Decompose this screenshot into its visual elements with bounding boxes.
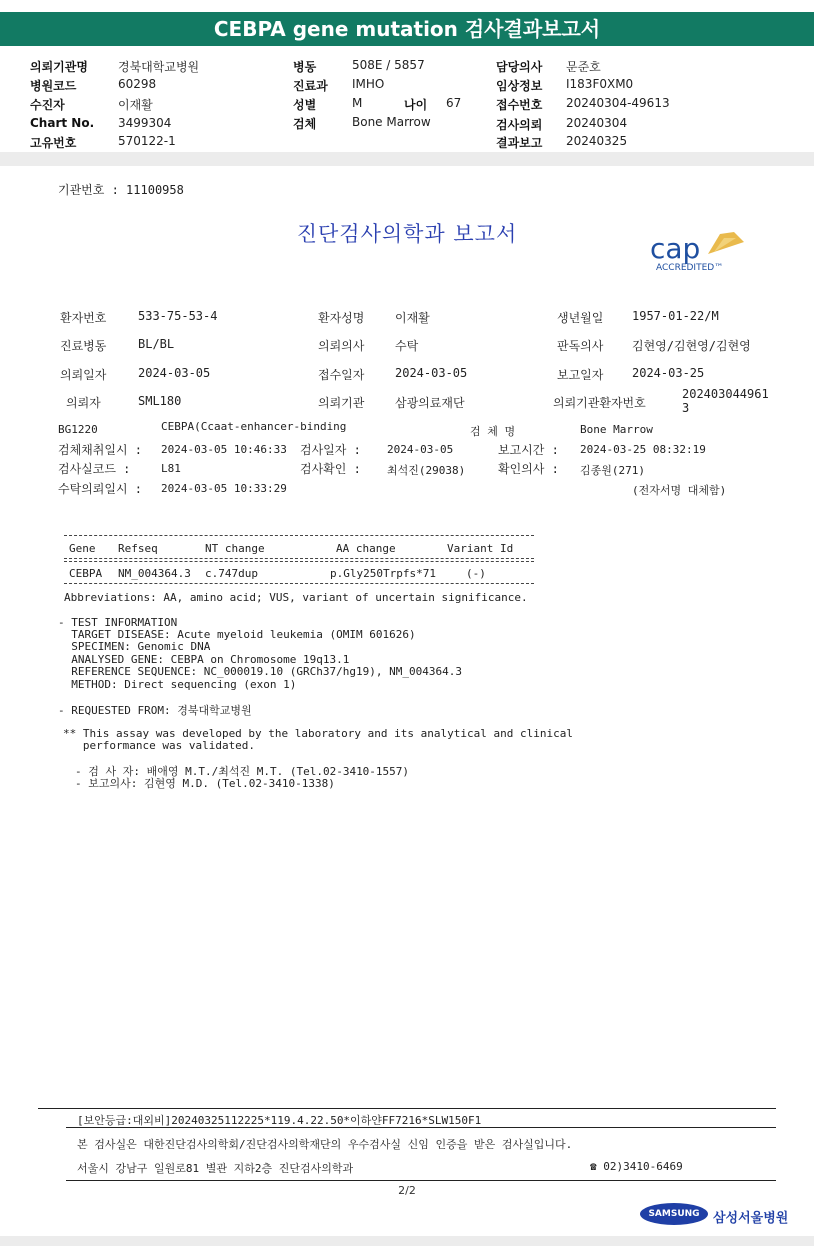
- header-label: 성별: [293, 98, 317, 112]
- table-header: Gene: [69, 542, 96, 555]
- header-label: 의뢰기관명: [30, 60, 88, 74]
- test-value: 2024-03-05: [387, 443, 454, 456]
- table-header: AA change: [336, 542, 396, 555]
- cap-accredited-logo: [648, 228, 758, 274]
- address-text: 서울시 강남구 일원로81 별관 지하2층 진단검사의학과: [77, 1162, 354, 1175]
- header-label: 진료과: [293, 79, 328, 93]
- header-value: Bone Marrow: [352, 115, 431, 129]
- test-value: L81: [161, 462, 181, 475]
- test-label: 확인의사 :: [498, 462, 559, 476]
- test-code: BG1220: [58, 423, 98, 436]
- table-header: Variant Id: [447, 542, 514, 555]
- header-label: 결과보고: [496, 136, 543, 150]
- table-cell: NM_004364.3: [118, 567, 191, 580]
- table-cell: p.Gly250Trpfs*71: [330, 567, 436, 580]
- section-separator: [0, 152, 814, 166]
- assay-note: performance was validated.: [63, 739, 256, 752]
- security-line: [보안등급:대외비]20240325112225*119.4.22.50*이하얀FF7216*SLW150F1: [77, 1114, 482, 1127]
- staff-line: - 보고의사: 김현영 M.D. (Tel.02-3410-1338): [75, 777, 335, 790]
- report-title: 진단검사의학과 보고서: [296, 222, 518, 246]
- patient-label: 보고일자: [557, 368, 604, 382]
- staff-line: - 검 사 자: 배애영 M.T./최석진 M.T. (Tel.02-3410-1557): [75, 765, 410, 778]
- hospital-name: 삼성서울병원: [713, 1211, 789, 1226]
- bottom-bar: [0, 1236, 814, 1246]
- footer-rule: [38, 1108, 776, 1109]
- cap-accredited-text: ACCREDITED™: [656, 263, 724, 273]
- test-label: 검사실코드 :: [58, 462, 131, 476]
- header-label: 수진자: [30, 98, 65, 112]
- test-info-line: SPECIMEN: Genomic DNA: [58, 640, 211, 653]
- requested-from: - REQUESTED FROM: 경북대학교병원: [58, 704, 252, 717]
- header-value: IMHO: [352, 77, 385, 91]
- table-header: NT change: [205, 542, 265, 555]
- test-name: CEBPA(Ccaat-enhancer-binding: [161, 420, 347, 433]
- header-label: 병동: [293, 60, 317, 74]
- test-info-line: ANALYSED GENE: CEBPA on Chromosome 19q13.1: [58, 653, 350, 666]
- header-value: 이재활: [118, 98, 153, 112]
- patient-label: 의뢰기관환자번호: [553, 396, 646, 410]
- patient-value: BL/BL: [138, 337, 175, 351]
- table-header: Refseq: [118, 542, 158, 555]
- patient-label: 의뢰일자: [60, 368, 107, 382]
- patient-value: 533-75-53-4: [138, 309, 218, 323]
- patient-value: 1957-01-22/M: [632, 309, 719, 323]
- patient-value: SML180: [138, 394, 182, 408]
- test-info-line: REFERENCE SEQUENCE: NC_000019.10 (GRCh37/hg19), NM_004364.3: [58, 665, 462, 678]
- patient-label: 의뢰기관: [318, 396, 365, 410]
- patient-value: 이재활: [395, 311, 430, 325]
- table-rule: [64, 558, 534, 559]
- patient-value: 3: [682, 401, 690, 415]
- patient-label: 환자성명: [318, 311, 365, 325]
- patient-label: 접수일자: [318, 368, 365, 382]
- header-value: 20240304: [566, 116, 628, 130]
- specimen-value: Bone Marrow: [580, 423, 653, 436]
- table-rule: [64, 535, 534, 536]
- patient-value: 수탁: [395, 339, 419, 353]
- test-label: 보고시간 :: [498, 443, 559, 457]
- header-value: 60298: [118, 77, 157, 91]
- header-label: Chart No.: [30, 116, 95, 130]
- patient-label: 생년월일: [557, 311, 604, 325]
- table-cell: (-): [466, 567, 486, 580]
- table-rule: [64, 583, 534, 584]
- samsung-logo: SAMSUNG: [640, 1203, 708, 1225]
- header-label: 임상정보: [496, 79, 543, 93]
- patient-label: 환자번호: [60, 311, 107, 325]
- test-info-line: TARGET DISEASE: Acute myeloid leukemia (OMIM 601626): [58, 628, 416, 641]
- specimen-label: 검 체 명: [470, 425, 516, 438]
- patient-label: 판독의사: [557, 339, 604, 353]
- header-label: 담당의사: [496, 60, 543, 74]
- patient-value: 삼광의료재단: [395, 396, 465, 410]
- footer-rule: [66, 1127, 776, 1128]
- header-label: 고유번호: [30, 136, 77, 150]
- header-value: 20240304-49613: [566, 96, 670, 110]
- signature-note: (전자서명 대체함): [632, 484, 727, 497]
- test-label: 검사일자 :: [300, 443, 361, 457]
- test-label: 검사확인 :: [300, 462, 361, 476]
- phone-text: ☎ 02)3410-6469: [590, 1160, 683, 1173]
- header-value: 3499304: [118, 116, 172, 130]
- test-label: 수탁의뢰일시 :: [58, 482, 143, 496]
- test-value: 2024-03-05 10:33:29: [161, 482, 287, 495]
- header-label: 접수번호: [496, 98, 543, 112]
- patient-value: 김현영/김현영/김현영: [632, 339, 751, 353]
- patient-value: 2024-03-25: [632, 366, 705, 380]
- test-info-line: METHOD: Direct sequencing (exon 1): [58, 678, 297, 691]
- table-rule: [64, 561, 534, 562]
- patient-label: 의뢰자: [66, 396, 101, 410]
- header-label: 검사의뢰: [496, 118, 543, 132]
- test-value: 2024-03-05 10:46:33: [161, 443, 287, 456]
- table-cell: CEBPA: [69, 567, 103, 580]
- header-value: 67: [446, 96, 462, 110]
- header-value: M: [352, 96, 363, 110]
- institution-number: 기관번호 : 11100958: [58, 183, 184, 197]
- header-value: 570122-1: [118, 134, 176, 148]
- header-value: 508E / 5857: [352, 58, 425, 72]
- footer-rule: [66, 1180, 776, 1181]
- header-value: I183F0XM0: [566, 77, 634, 91]
- test-value: 최석진(29038): [387, 464, 466, 477]
- test-label: 검체채취일시 :: [58, 443, 143, 457]
- assay-note: ** This assay was developed by the laboratory and its analytical and clinical: [63, 727, 573, 740]
- patient-value: 202403044961: [682, 387, 769, 401]
- patient-value: 2024-03-05: [138, 366, 211, 380]
- patient-label: 의뢰의사: [318, 339, 365, 353]
- test-info-line: - TEST INFORMATION: [58, 616, 178, 629]
- header-value: 20240325: [566, 134, 628, 148]
- page-number: 2/2: [398, 1184, 416, 1197]
- certification-text: 본 검사실은 대한진단검사의학회/진단검사의학재단의 우수검사실 신임 인증을 받은 검사실입니다.: [77, 1138, 573, 1151]
- header-label: 검체: [293, 117, 317, 131]
- patient-label: 진료병동: [60, 339, 107, 353]
- header-value: 문준호: [566, 60, 601, 74]
- header-value: 경북대학교병원: [118, 60, 200, 74]
- cap-logo-text: cap: [650, 232, 701, 265]
- header-label: 나이: [404, 98, 428, 112]
- abbreviations: Abbreviations: AA, amino acid; VUS, variant of uncertain significance.: [64, 591, 528, 604]
- report-banner: CEBPA gene mutation 검사결과보고서: [0, 12, 814, 46]
- header-label: 병원코드: [30, 79, 77, 93]
- test-value: 김종원(271): [580, 464, 645, 477]
- patient-value: 2024-03-05: [395, 366, 468, 380]
- test-value: 2024-03-25 08:32:19: [580, 443, 706, 456]
- table-cell: c.747dup: [205, 567, 258, 580]
